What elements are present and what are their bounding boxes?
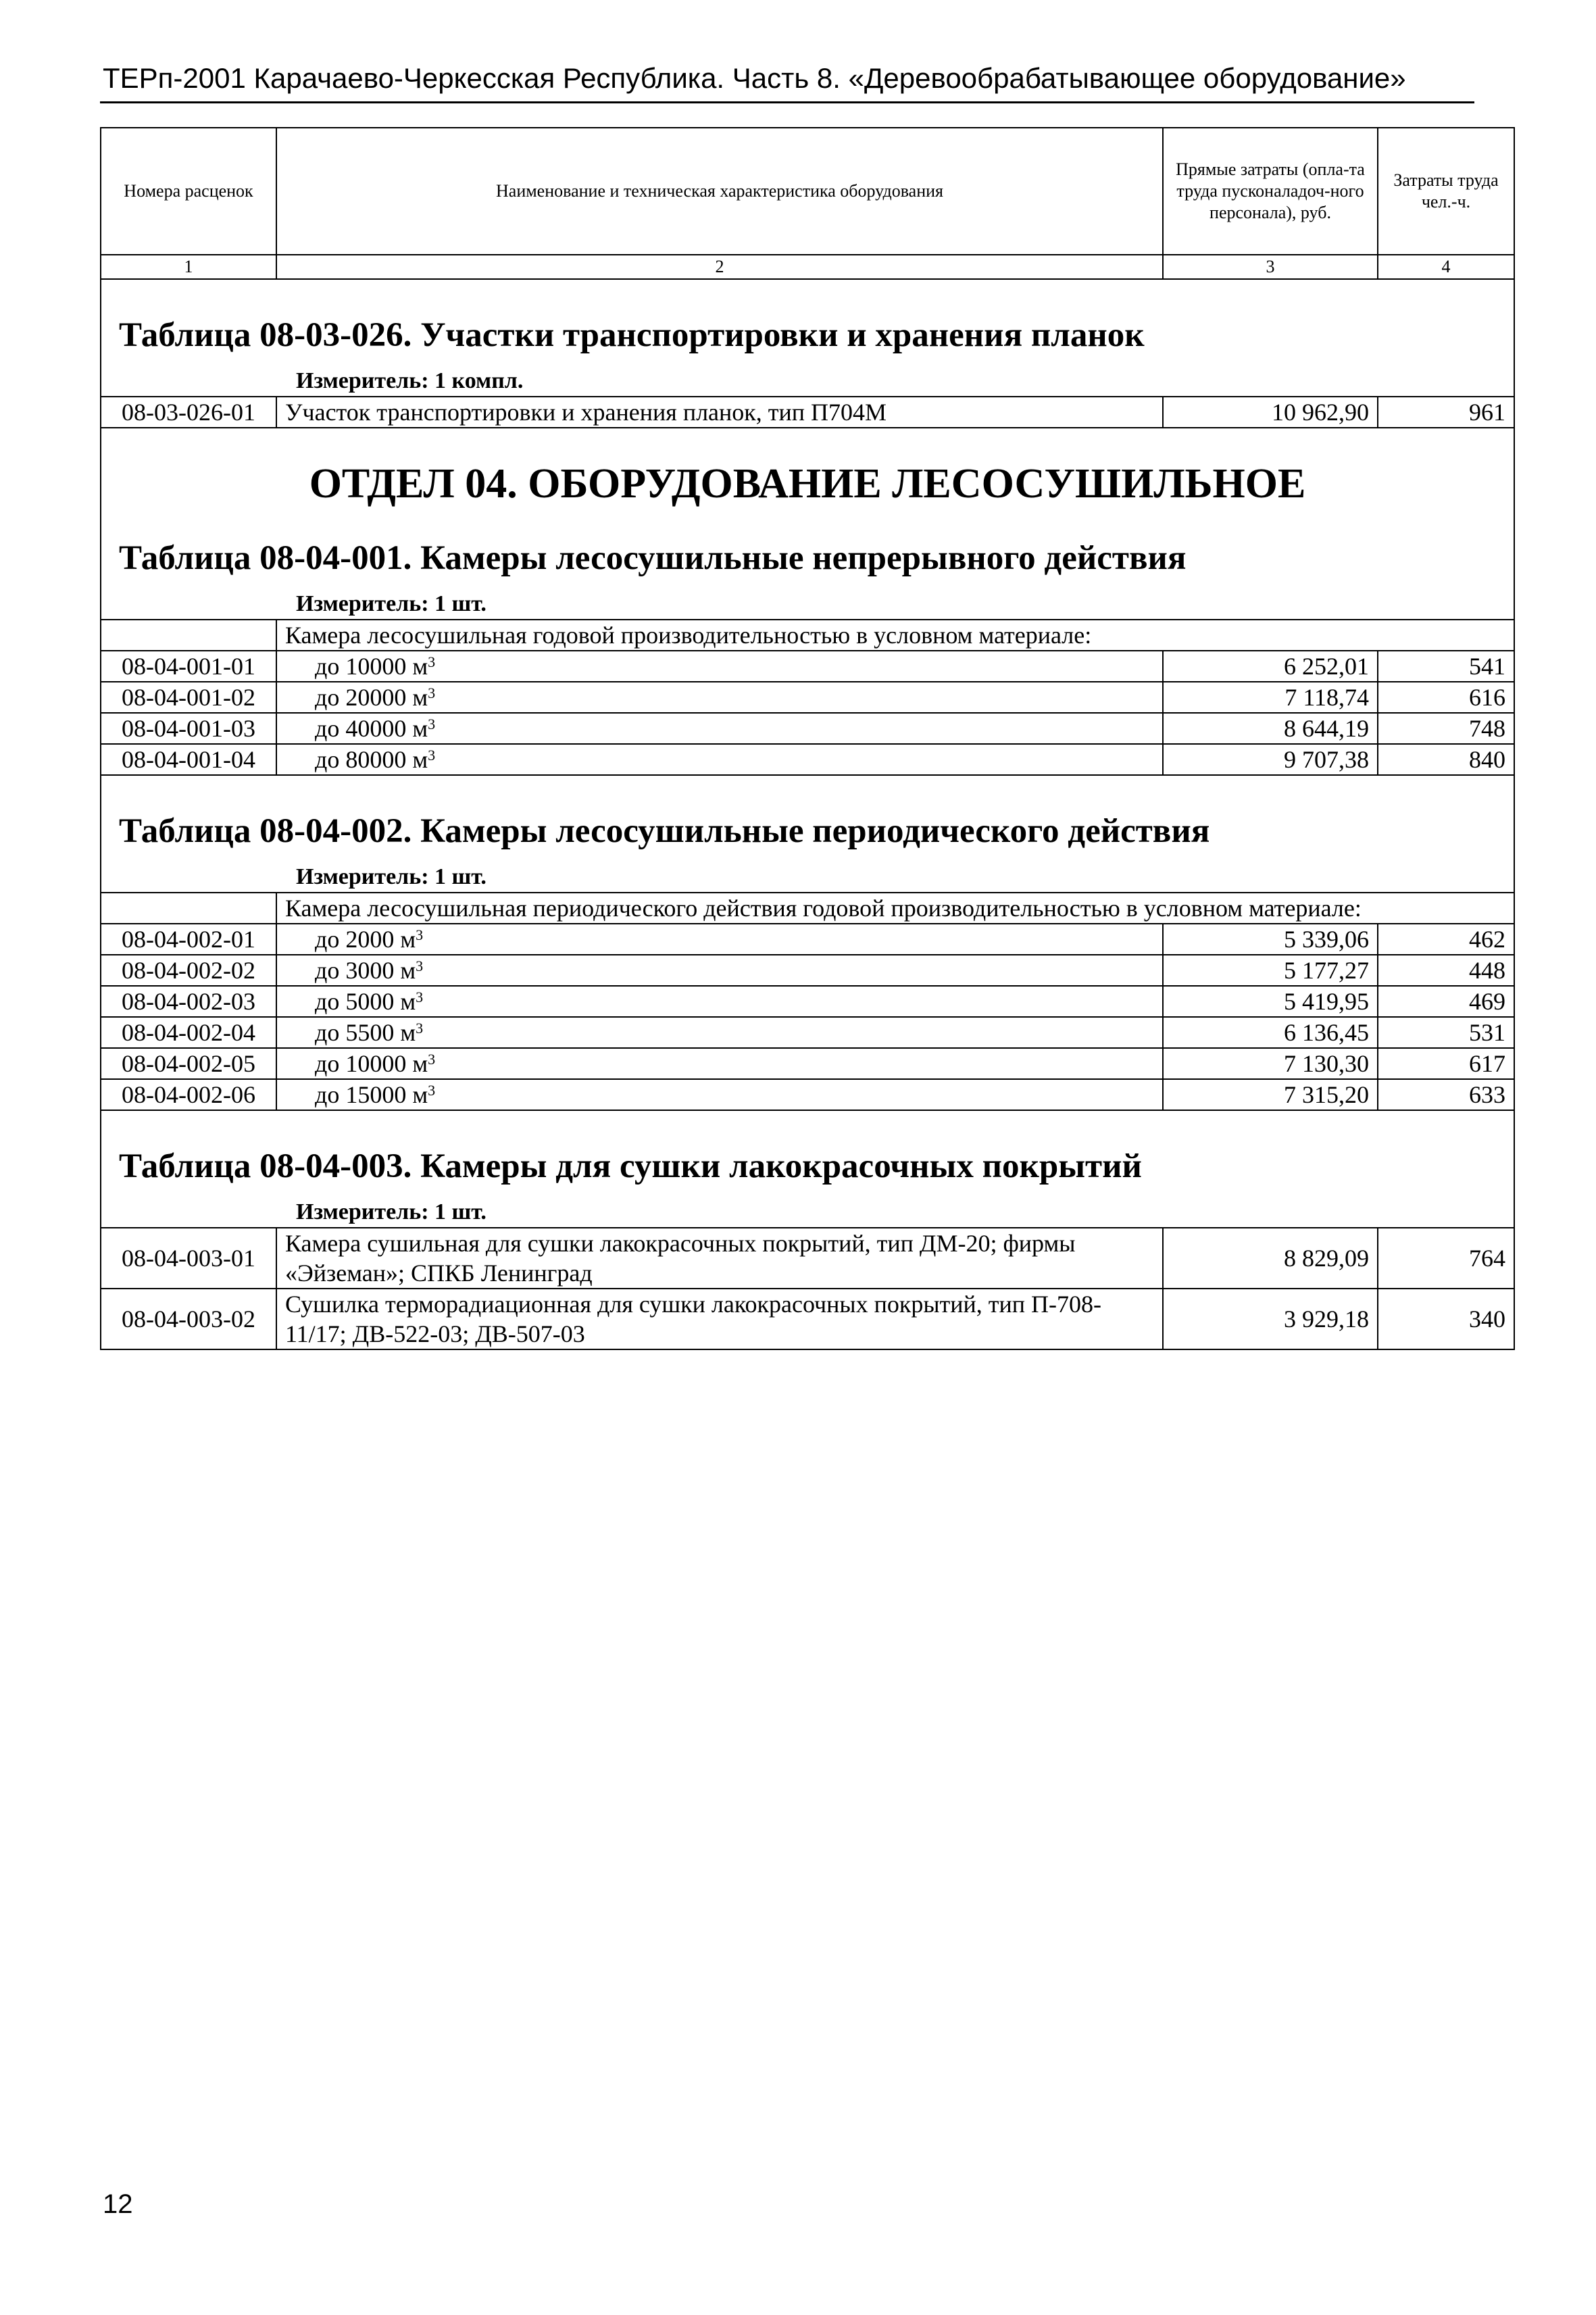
rate-code: 08-04-003-02 [101, 1289, 276, 1349]
table-title: Таблица 08-04-002. Камеры лесосушильные периодического действия [119, 812, 1210, 850]
direct-cost: 9 707,38 [1163, 744, 1378, 775]
empty-cell [101, 620, 276, 651]
superscript: 3 [416, 957, 424, 974]
rate-code: 08-04-001-01 [101, 651, 276, 682]
table-row [101, 924, 1514, 955]
equipment-description [276, 1048, 1163, 1079]
capacity-text: до 2000 м [315, 926, 416, 953]
column-header-labor: Затраты труда чел.-ч. [1378, 128, 1514, 255]
superscript: 3 [416, 926, 424, 943]
column-header-row [101, 128, 1514, 255]
superscript: 3 [428, 716, 436, 732]
rate-code: 08-04-002-06 [101, 1079, 276, 1110]
labor-cost: 748 [1378, 713, 1514, 744]
direct-cost: 5 339,06 [1163, 924, 1378, 955]
rate-code: 08-04-001-04 [101, 744, 276, 775]
column-number: 2 [276, 255, 1163, 279]
department-title: ОТДЕЛ 04. ОБОРУДОВАНИЕ ЛЕСОСУШИЛЬНОЕ [309, 461, 1306, 507]
superscript: 3 [416, 989, 424, 1005]
column-number: 3 [1163, 255, 1378, 279]
table-row [101, 1289, 1514, 1349]
superscript: 3 [428, 1082, 436, 1099]
direct-cost: 10 962,90 [1163, 397, 1378, 428]
section-header-002 [101, 775, 1514, 893]
capacity-text: до 20000 м [315, 684, 428, 711]
table-row [101, 713, 1514, 744]
section-cell [101, 775, 1514, 893]
group-note: Камера лесосушильная годовой производительностью в условном материале: [276, 620, 1514, 651]
equipment-description [276, 1017, 1163, 1048]
direct-cost: 6 136,45 [1163, 1017, 1378, 1048]
table-row [101, 955, 1514, 986]
measure-unit: Измеритель: 1 компл. [296, 368, 524, 393]
equipment-description [276, 651, 1163, 682]
labor-cost: 764 [1378, 1228, 1514, 1289]
running-header: ТЕРп-2001 Карачаево-Черкесская Республика. Часть 8. «Деревообрабатывающее оборудование» [103, 62, 1406, 94]
capacity-text: до 3000 м [315, 957, 416, 984]
table-row [101, 1079, 1514, 1110]
labor-cost: 469 [1378, 986, 1514, 1017]
superscript: 3 [428, 747, 436, 764]
page-number: 12 [103, 2189, 133, 2219]
equipment-description: Участок транспортировки и хранения планок, тип П704М [276, 397, 1163, 428]
labor-cost: 531 [1378, 1017, 1514, 1048]
rate-code: 08-04-002-04 [101, 1017, 276, 1048]
group-note-row [101, 620, 1514, 651]
table-row [101, 744, 1514, 775]
superscript: 3 [428, 684, 436, 701]
rate-code: 08-04-003-01 [101, 1228, 276, 1289]
rate-code: 08-04-001-03 [101, 713, 276, 744]
table-row [101, 397, 1514, 428]
rate-code: 08-04-001-02 [101, 682, 276, 713]
capacity-text: до 10000 м [315, 1050, 428, 1077]
direct-cost: 7 130,30 [1163, 1048, 1378, 1079]
column-header-codes: Номера расценок [101, 128, 276, 255]
labor-cost: 340 [1378, 1289, 1514, 1349]
labor-cost: 617 [1378, 1048, 1514, 1079]
group-note: Камера лесосушильная периодического действия годовой производительностью в условном материале: [276, 893, 1514, 924]
column-number-row [101, 255, 1514, 279]
section-cell [101, 428, 1514, 620]
table-row [101, 651, 1514, 682]
superscript: 3 [428, 653, 436, 670]
superscript: 3 [428, 1051, 436, 1068]
equipment-description [276, 682, 1163, 713]
table-row [101, 682, 1514, 713]
group-note-row [101, 893, 1514, 924]
capacity-text: до 5000 м [315, 988, 416, 1015]
labor-cost: 541 [1378, 651, 1514, 682]
rate-code: 08-04-002-02 [101, 955, 276, 986]
rate-code: 08-04-002-05 [101, 1048, 276, 1079]
capacity-text: до 15000 м [315, 1081, 428, 1108]
column-header-direct-costs: Прямые затраты (опла-та труда пусконаладоч-ного персонала), руб. [1163, 128, 1378, 255]
direct-cost: 8 644,19 [1163, 713, 1378, 744]
column-number: 4 [1378, 255, 1514, 279]
table-row [101, 1017, 1514, 1048]
rate-code: 08-03-026-01 [101, 397, 276, 428]
empty-cell [101, 893, 276, 924]
table-row [101, 986, 1514, 1017]
superscript: 3 [416, 1020, 424, 1037]
direct-cost: 7 315,20 [1163, 1079, 1378, 1110]
capacity-text: до 10000 м [315, 653, 428, 680]
labor-cost: 633 [1378, 1079, 1514, 1110]
labor-cost: 840 [1378, 744, 1514, 775]
equipment-description [276, 1079, 1163, 1110]
measure-unit: Измеритель: 1 шт. [296, 1199, 487, 1224]
section-cell [101, 279, 1514, 397]
table-row [101, 1228, 1514, 1289]
section-header-001 [101, 428, 1514, 620]
equipment-description [276, 986, 1163, 1017]
equipment-description [276, 955, 1163, 986]
price-table [100, 127, 1515, 1350]
column-header-name: Наименование и техническая характеристика оборудования [276, 128, 1163, 255]
direct-cost: 5 419,95 [1163, 986, 1378, 1017]
labor-cost: 462 [1378, 924, 1514, 955]
measure-unit: Измеритель: 1 шт. [296, 591, 487, 616]
direct-cost: 6 252,01 [1163, 651, 1378, 682]
direct-cost: 8 829,09 [1163, 1228, 1378, 1289]
capacity-text: до 40000 м [315, 715, 428, 742]
equipment-description: Камера сушильная для сушки лакокрасочных покрытий, тип ДМ-20; фирмы «Эйземан»; СПКБ Ленинград [276, 1228, 1163, 1289]
direct-cost: 5 177,27 [1163, 955, 1378, 986]
equipment-description [276, 713, 1163, 744]
labor-cost: 616 [1378, 682, 1514, 713]
rate-code: 08-04-002-01 [101, 924, 276, 955]
capacity-text: до 5500 м [315, 1019, 416, 1046]
table-title: Таблица 08-04-003. Камеры для сушки лакокрасочных покрытий [119, 1147, 1142, 1185]
table-title: Таблица 08-04-001. Камеры лесосушильные непрерывного действия [119, 539, 1187, 577]
labor-cost: 961 [1378, 397, 1514, 428]
column-number: 1 [101, 255, 276, 279]
table-row [101, 1048, 1514, 1079]
section-header-003 [101, 1110, 1514, 1228]
equipment-description [276, 924, 1163, 955]
header-rule [100, 101, 1474, 103]
rate-code: 08-04-002-03 [101, 986, 276, 1017]
equipment-description: Сушилка терморадиационная для сушки лакокрасочных покрытий, тип П-708-11/17; ДВ-522-03; ДВ-507-03 [276, 1289, 1163, 1349]
table-title: Таблица 08-03-026. Участки транспортировки и хранения планок [119, 316, 1145, 354]
measure-unit: Измеритель: 1 шт. [296, 864, 487, 889]
direct-cost: 3 929,18 [1163, 1289, 1378, 1349]
labor-cost: 448 [1378, 955, 1514, 986]
direct-cost: 7 118,74 [1163, 682, 1378, 713]
section-cell [101, 1110, 1514, 1228]
section-header-026 [101, 279, 1514, 397]
equipment-description [276, 744, 1163, 775]
capacity-text: до 80000 м [315, 746, 428, 773]
